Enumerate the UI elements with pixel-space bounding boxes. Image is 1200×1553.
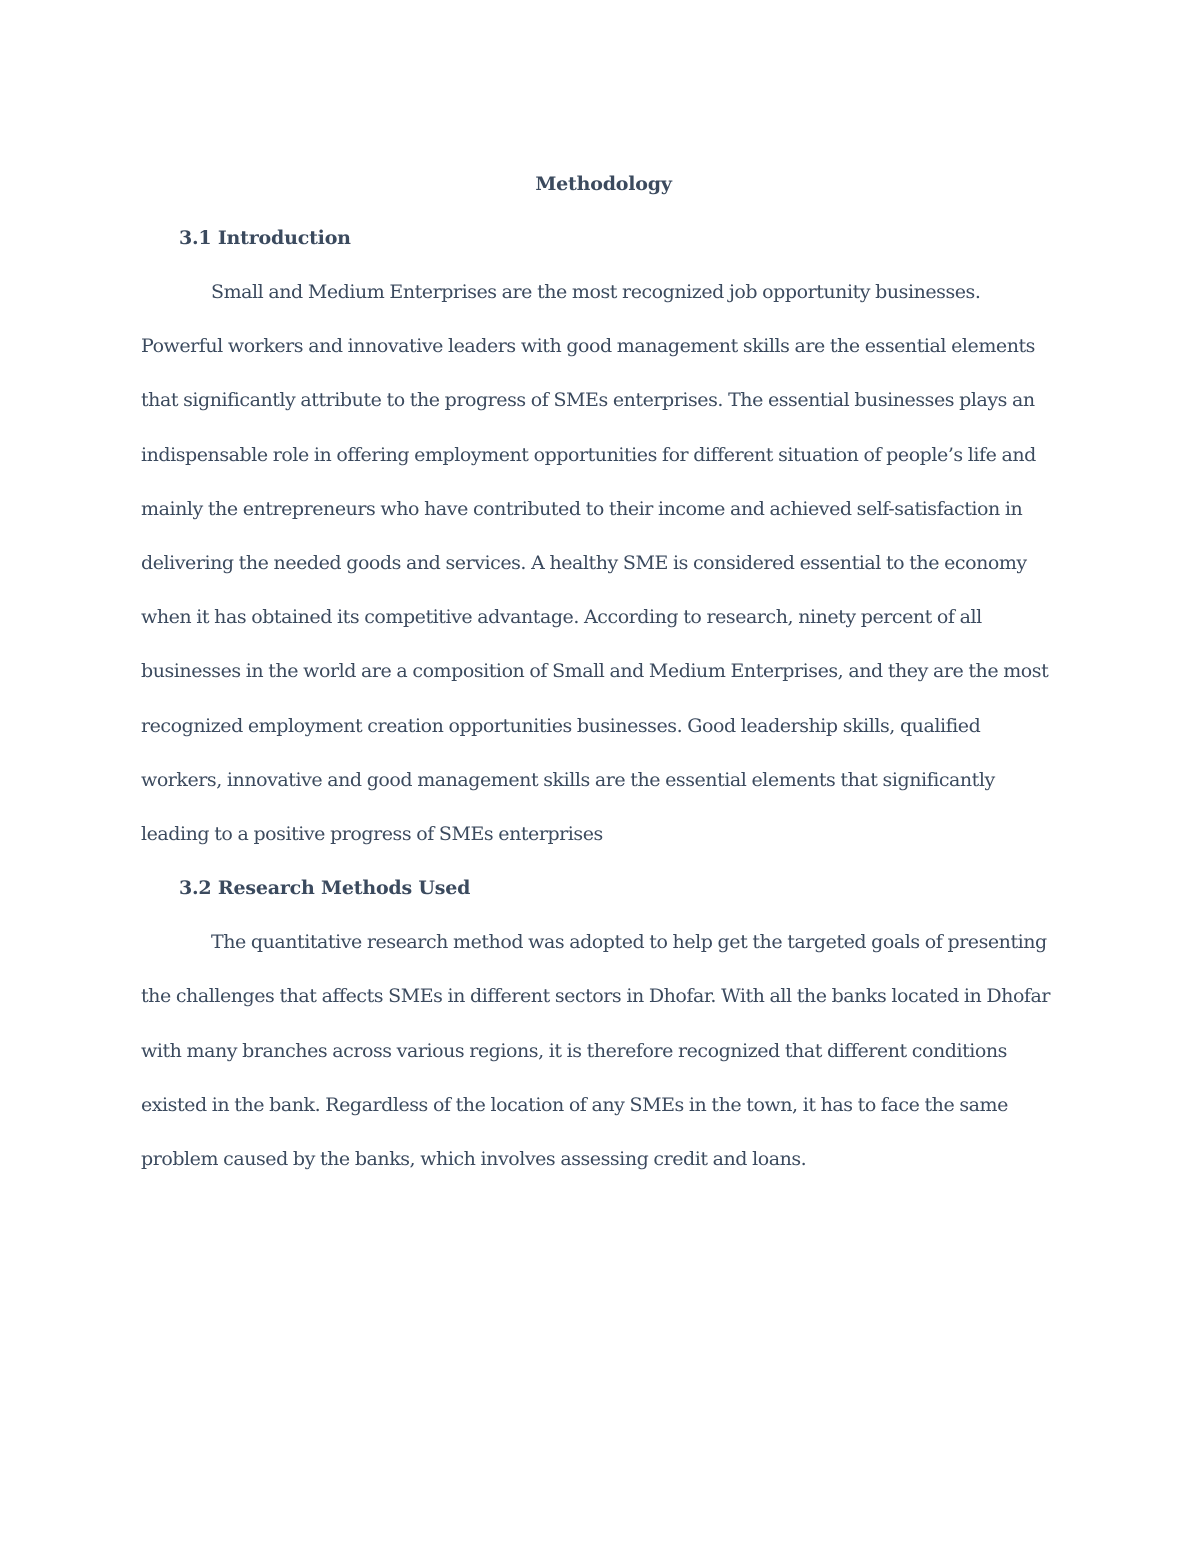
- document-body: [141, 157, 1066, 1186]
- research-methods-paragraph: The quantitative research method was adopted to help get the targeted goals of presenting the challenges that affects SMEs in different sectors in Dhofar. With all the banks located in Dhofar with many branches across various regions, it is therefore recognized that different conditions existed in the bank. Regardless of the location of any SMEs in the town, it has to face the same problem caused by the banks, which involves assessing credit and loans.: [141, 931, 1051, 1171]
- page-title: Methodology: [535, 173, 672, 195]
- introduction-paragraph: Small and Medium Enterprises are the most recognized job opportunity businesses. Powerful workers and innovative leaders with good management skills are the essential elements that significantly attribute to the progress of SMEs enterprises. The essential businesses plays an indispensable role in offering employment opportunities for different situation of people’s life and mainly the entrepreneurs who have contributed to their income and achieved self-satisfaction in delivering the needed goods and services. A healthy SME is considered essential to the economy when it has obtained its competitive advantage. According to research, ninety percent of all businesses in the world are a composition of Small and Medium Enterprises, and they are the most recognized employment creation opportunities businesses. Good leadership skills, qualified workers, innovative and good management skills are the essential elements that significantly leading to a positive progress of SMEs enterprises: [141, 281, 1049, 846]
- section-heading-introduction: 3.1 Introduction: [179, 227, 351, 249]
- section-heading-research-methods: 3.2 Research Methods Used: [179, 877, 471, 900]
